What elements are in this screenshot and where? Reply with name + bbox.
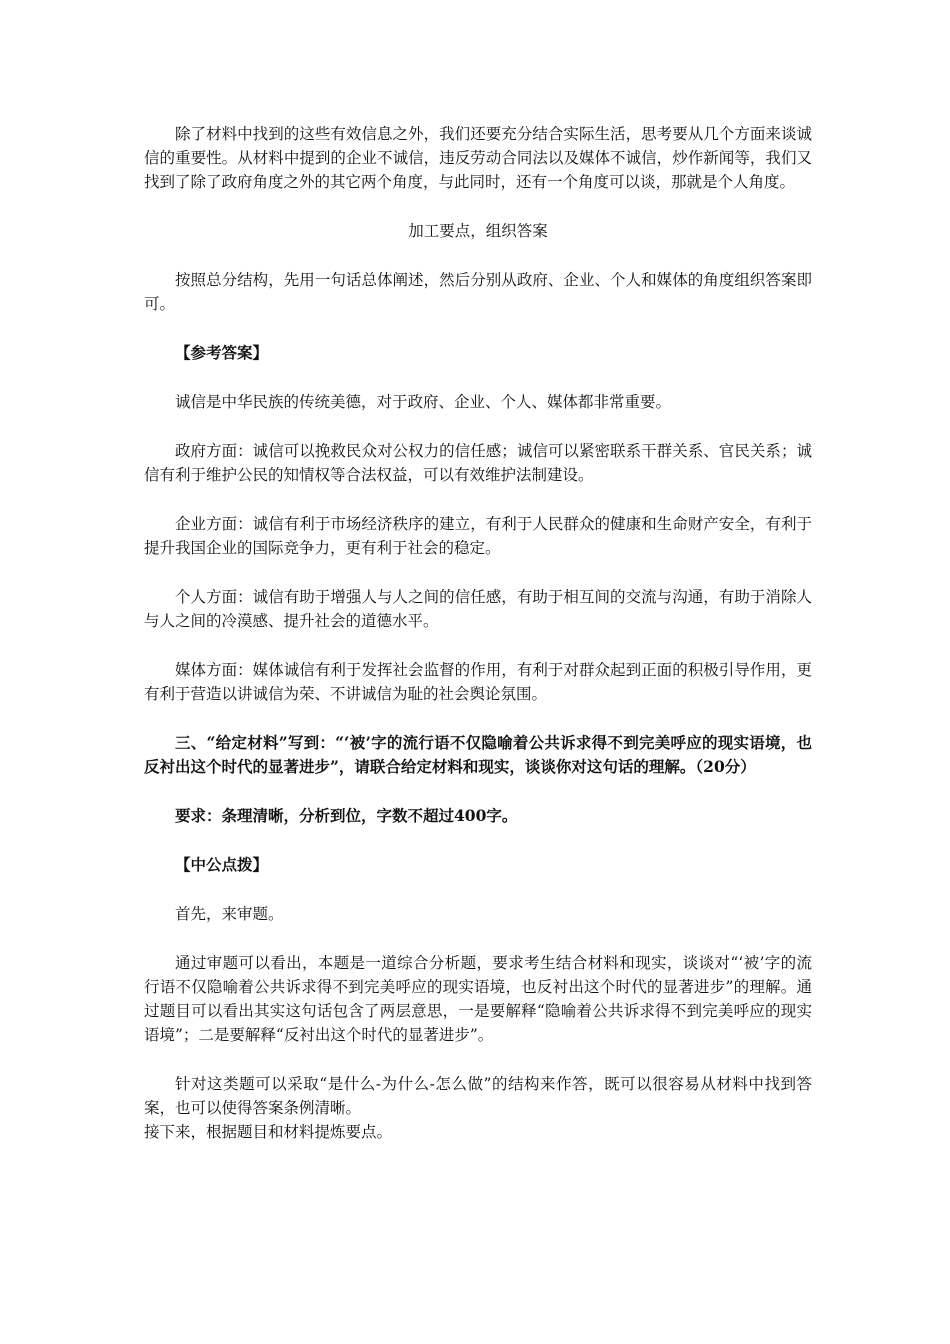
paragraph-enterprise: 企业方面：诚信有利于市场经济秩序的建立，有利于人民群众的健康和生命财产安全，有利于提升我国企业的国际竞争力，更有利于社会的稳定。 — [144, 515, 812, 557]
paragraph-review-analysis: 通过审题可以看出，本题是一道综合分析题，要求考生结合材料和现实，谈谈对“‘被’字的流行语不仅隐喻着公共诉求得不到完美呼应的现实语境，也反衬出这个时代的显著进步”的理解。通过题目可以看出其实这句话包含了两层意思，一是要解释“隐喻着公共诉求得不到完美呼应的现实语境”；二是要解释“反衬出这个时代的显著进步”。 — [144, 954, 812, 1044]
paragraph-next-step: 接下来，根据题目和材料提炼要点。 — [144, 1123, 393, 1141]
hint-label: 【中公点拨】 — [175, 855, 269, 874]
paragraph-structure: 按照总分结构，先用一句话总体阐述，然后分别从政府、企业、个人和媒体的角度组织答案即可。 — [144, 271, 812, 313]
paragraph-government: 政府方面：诚信可以挽救民众对公权力的信任感；诚信可以紧密联系干群关系、官民关系；诚信有利于维护公民的知情权等合法权益，可以有效维护法制建设。 — [144, 442, 812, 484]
paragraph-integrity-intro: 诚信是中华民族的传统美德，对于政府、企业、个人、媒体都非常重要。 — [175, 393, 672, 411]
requirement-text: 要求：条理清晰，分析到位，字数不超过400字。 — [175, 806, 518, 825]
reference-answer-label: 【参考答案】 — [175, 343, 269, 362]
question-three: 三、“给定材料”写到：“‘被’字的流行语不仅隐喻着公共诉求得不到完美呼应的现实语境，也反衬出这个时代的显著进步”，请联合给定材料和现实，谈谈你对这句话的理解。（20分） — [144, 733, 812, 776]
section-heading-process: 加工要点，组织答案 — [408, 222, 548, 240]
document-page — [144, 122, 812, 1144]
paragraph-effective-info: 除了材料中找到的这些有效信息之外，我们还要充分结合实际生活，思考要从几个方面来谈诚信的重要性。从材料中提到的企业不诚信，违反劳动合同法以及媒体不诚信，炒作新闻等，我们又找到了除了政府角度之外的其它两个角度，与此同时，还有一个角度可以谈，那就是个人角度。 — [144, 125, 812, 191]
paragraph-answer-structure: 针对这类题可以采取“是什么-为什么-怎么做”的结构来作答，既可以很容易从材料中找到答案，也可以使得答案条例清晰。 — [144, 1075, 812, 1117]
paragraph-first-review: 首先，来审题。 — [175, 905, 284, 923]
paragraph-individual: 个人方面：诚信有助于增强人与人之间的信任感，有助于相互间的交流与沟通，有助于消除人与人之间的冷漠感、提升社会的道德水平。 — [144, 588, 812, 630]
paragraph-media: 媒体方面：媒体诚信有利于发挥社会监督的作用，有利于对群众起到正面的积极引导作用，更有利于营造以讲诚信为荣、不讲诚信为耻的社会舆论氛围。 — [144, 661, 812, 703]
